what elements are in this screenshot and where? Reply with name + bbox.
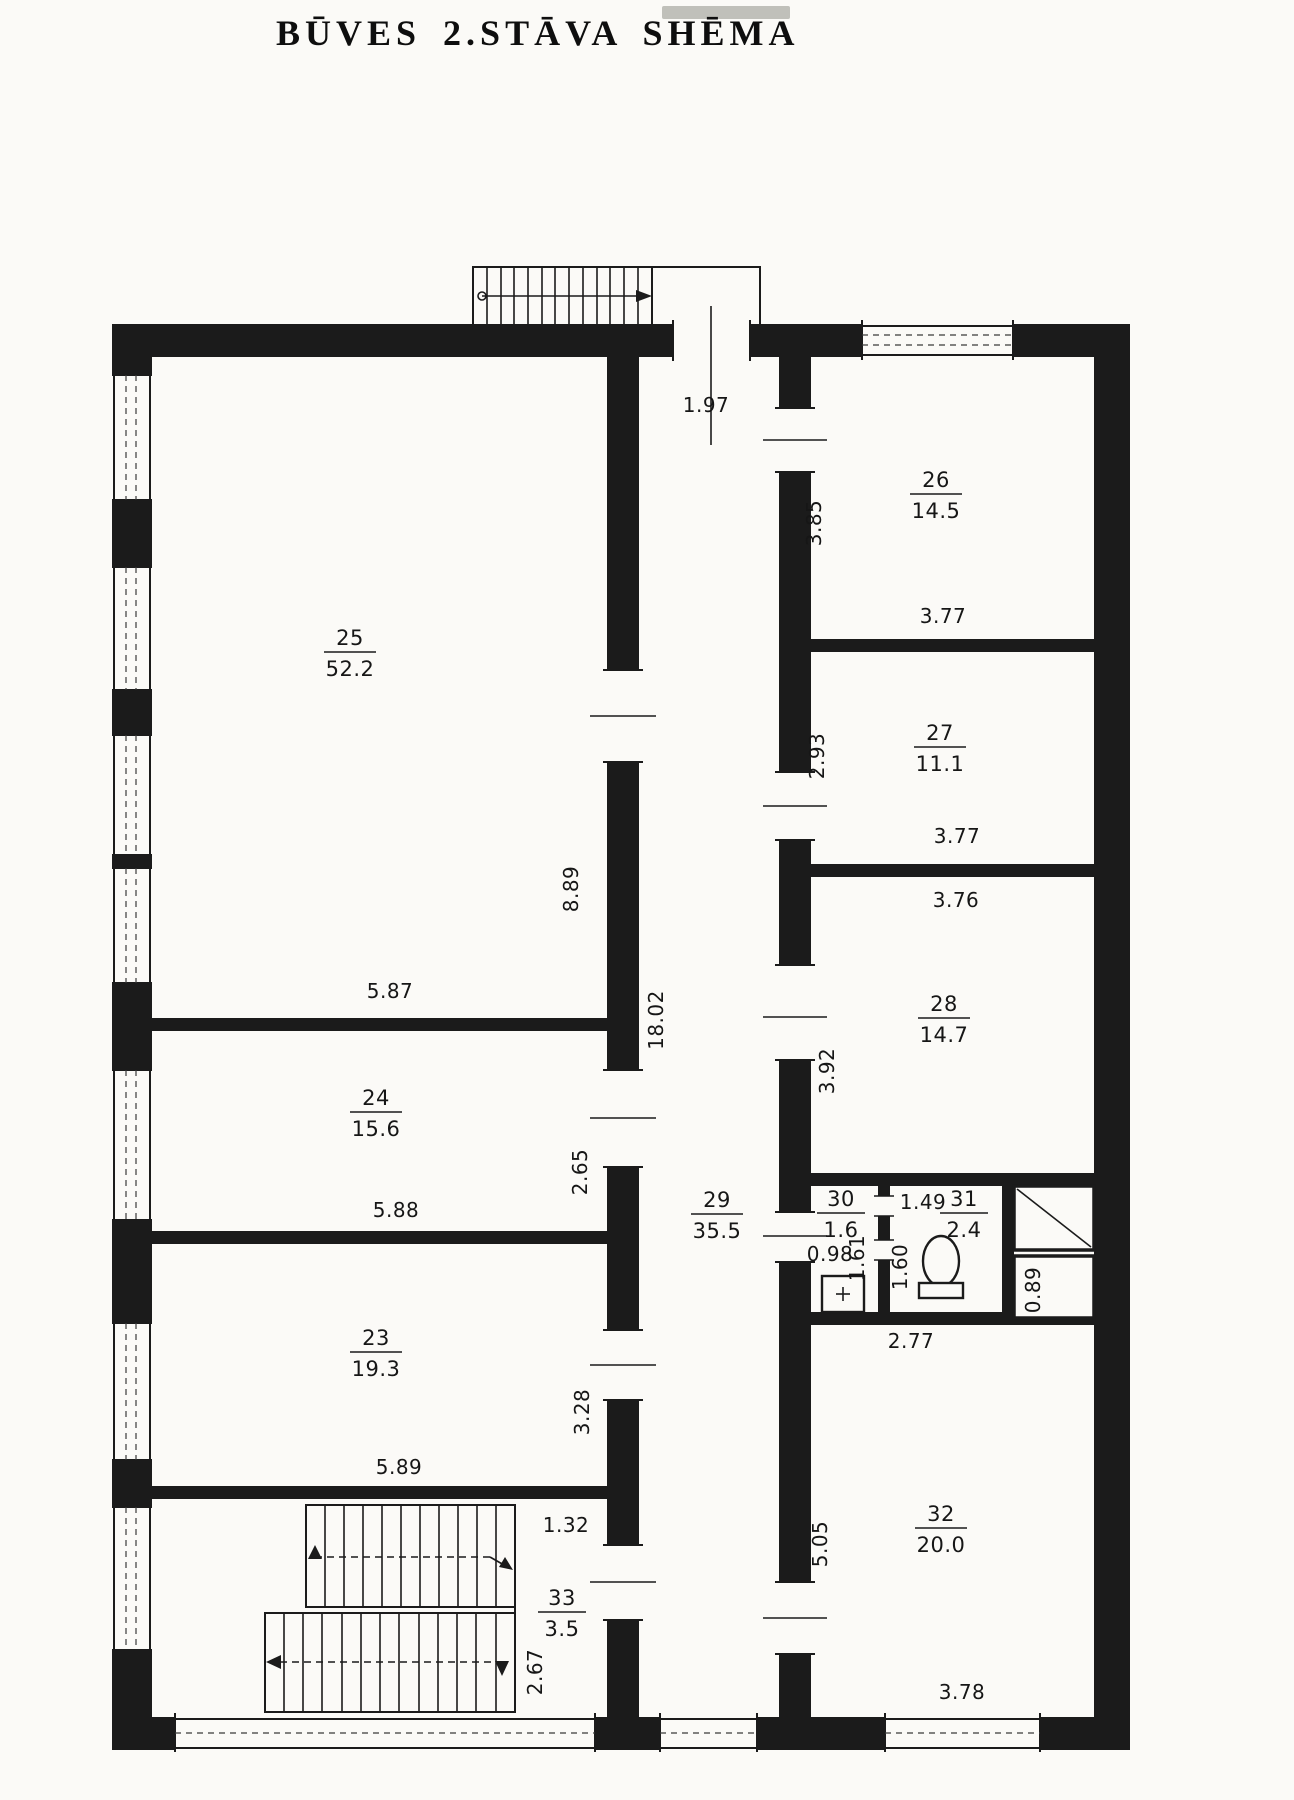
dim-room28-top: 3.76 (932, 888, 980, 912)
window (112, 567, 152, 690)
dim-room25-right: 8.89 (559, 865, 583, 913)
window (112, 868, 152, 983)
room-27-area: 11.1 (915, 752, 965, 776)
toilet-icon (919, 1236, 963, 1298)
window (885, 1713, 1040, 1752)
room-24-area: 15.6 (351, 1117, 401, 1141)
dim-room27-left: 2.93 (805, 732, 829, 780)
room-31-area: 2.4 (946, 1218, 982, 1242)
exterior-staircase (473, 267, 760, 324)
top-wall-window (862, 320, 1013, 360)
room-29-area: 35.5 (692, 1219, 742, 1243)
dim-room32-left: 5.05 (808, 1520, 832, 1568)
building-walls (112, 324, 1130, 1750)
dim-corridor-length: 18.02 (644, 990, 668, 1050)
room-30-number: 30 (827, 1187, 855, 1211)
room-28-area: 14.7 (919, 1023, 969, 1047)
dim-room24-right: 2.65 (568, 1148, 592, 1196)
room-33-number: 33 (548, 1586, 576, 1610)
room-26-area: 14.5 (911, 499, 961, 523)
room-23-area: 19.3 (351, 1357, 401, 1381)
dim-room28-left: 3.92 (815, 1047, 839, 1095)
window (112, 1070, 152, 1220)
window (112, 1323, 152, 1460)
dim-stair-top: 1.32 (542, 1513, 590, 1537)
dim-room26-bottom: 3.77 (919, 604, 967, 628)
room-28-number: 28 (930, 992, 958, 1016)
page-title: BŪVES 2.STĀVA SHĒMA (276, 13, 800, 53)
room-25-area: 52.2 (325, 657, 375, 681)
dim-entry-door: 1.97 (682, 393, 730, 417)
window (112, 735, 152, 855)
room-30-area: 1.6 (823, 1218, 859, 1242)
dim-room32-top: 2.77 (887, 1329, 935, 1353)
dim-room32-bottom: 3.78 (938, 1680, 986, 1704)
room-23-number: 23 (362, 1326, 390, 1350)
dim-room27-bottom: 3.77 (933, 824, 981, 848)
room-24-number: 24 (362, 1086, 390, 1110)
window (175, 1713, 595, 1752)
room-26-number: 26 (922, 468, 950, 492)
room-32-number: 32 (927, 1502, 955, 1526)
dim-shaft: 0.89 (1021, 1266, 1045, 1314)
dim-room24-bottom: 5.88 (372, 1198, 420, 1222)
room-29-number: 29 (703, 1188, 731, 1212)
room-31-number: 31 (950, 1187, 978, 1211)
window (112, 375, 152, 500)
dim-room26-left: 3.85 (802, 499, 826, 547)
shaft-with-diagonal (1014, 1186, 1094, 1250)
room-25-number: 25 (336, 626, 364, 650)
room-27-number: 27 (926, 721, 954, 745)
room-32-area: 20.0 (916, 1533, 966, 1557)
window (112, 1507, 152, 1650)
window (660, 1713, 757, 1752)
dim-stair-right: 2.67 (523, 1648, 547, 1696)
dim-room23-bottom: 5.89 (375, 1455, 423, 1479)
dim-room31-left: 1.60 (888, 1243, 912, 1291)
dim-room25-bottom: 5.87 (366, 979, 414, 1003)
stair-direction-arrow (636, 290, 652, 302)
dim-room30-width: 0.98 (806, 1242, 854, 1266)
room-33-area: 3.5 (544, 1617, 580, 1641)
dim-room23-right: 3.28 (570, 1388, 594, 1436)
dim-room30-depth: 1.61 (845, 1234, 869, 1282)
dim-room31-top: 1.49 (899, 1190, 947, 1214)
